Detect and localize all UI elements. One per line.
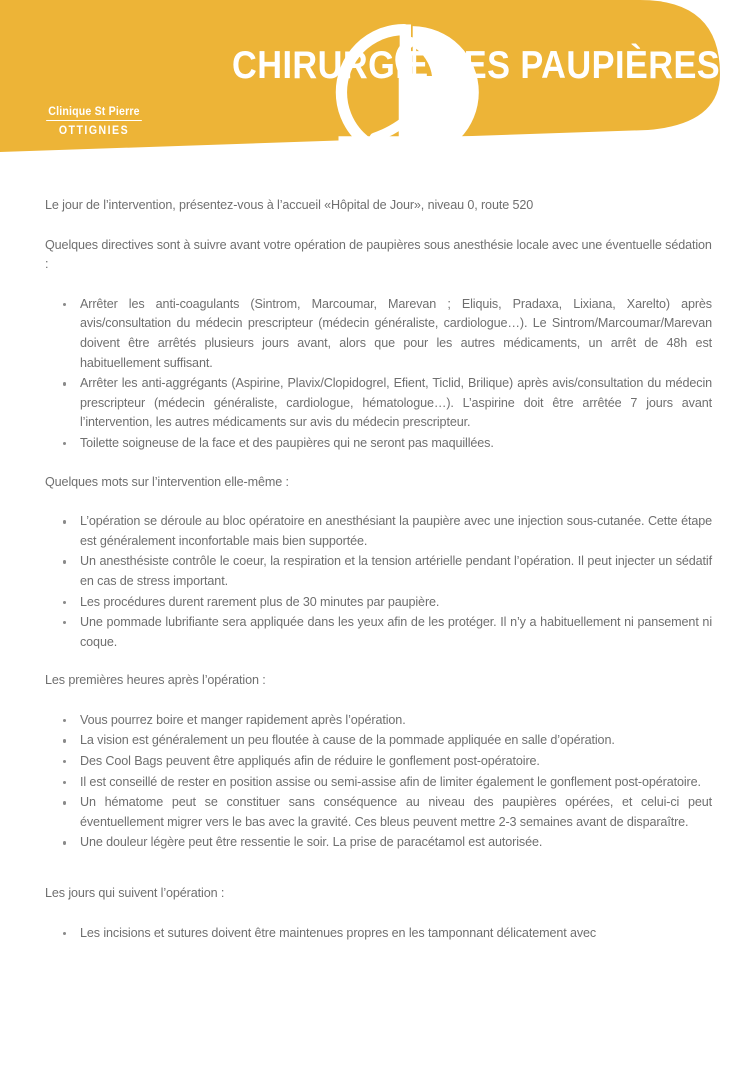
section-heading: Quelques directives sont à suivre avant votre opération de paupières sous anesthésie locale avec une éventuelle sédation : [45, 237, 712, 272]
logo-clinic-name: Clinique St Pierre [46, 106, 142, 121]
list-item-text: Arrêter les anti-coagulants (Sintrom, Marcoumar, Marevan ; Eliquis, Pradaxa, Lixiana, Xarelto) après avis/consultation du médecin prescripteur (médecin généraliste, cardiologue…). Le Sintrom/Marcoumar/Marevan doivent être arrêtés plusieurs jours avant, alors que pour les autres médicaments, un arrêt de 48h est habituellement suffisant. [80, 296, 712, 370]
list-item-text: Les procédures durent rarement plus de 30 minutes par paupière. [80, 594, 440, 609]
section-heading: Quelques mots sur l’intervention elle-même : [45, 474, 289, 489]
list-item [45, 593, 712, 613]
list-item [45, 711, 712, 731]
list-item [45, 552, 712, 591]
list-item [45, 773, 712, 793]
list-item [45, 793, 712, 832]
bullet-dot-icon [63, 382, 66, 385]
bullet-dot-icon [63, 932, 66, 935]
medical-cross-icon [41, 76, 58, 93]
document-body [45, 196, 712, 944]
list-item [45, 833, 712, 853]
bullet-dot-icon [63, 621, 66, 624]
bullet-dot-icon [63, 303, 66, 306]
section-heading: Les premières heures après l’opération : [45, 673, 266, 688]
list-item-text: L’opération se déroule au bloc opératoire en anesthésiant la paupière avec une injection sous-cutanée. Cette étape est généralement inconfortable mais bien supportée. [80, 514, 712, 548]
list-item-text: Des Cool Bags peuvent être appliqués afin de réduire le gonflement post-opératoire. [80, 754, 540, 769]
bullet-dot-icon [63, 781, 66, 784]
header-banner [0, 0, 755, 160]
bullet-dot-icon [63, 760, 66, 763]
section-heading: Les jours qui suivent l’opération : [45, 886, 225, 901]
list-item [45, 924, 712, 944]
logo-city-name: OTTIGNIES [58, 125, 130, 137]
page-title: CHIRURGIE DES PAUPIÈRES [232, 44, 721, 87]
list-item [45, 752, 712, 772]
bullet-dot-icon [63, 560, 66, 563]
bullet-dot-icon [63, 520, 66, 523]
bullet-dot-icon [63, 739, 66, 742]
bullet-dot-icon [63, 601, 66, 604]
bullet-list [45, 711, 712, 853]
bullet-dot-icon [63, 719, 66, 722]
bullet-dot-icon [63, 442, 66, 445]
bullet-list [45, 924, 712, 944]
bullet-list [45, 512, 712, 652]
intro-paragraph: Le jour de l’intervention, présentez-vous à l’accueil «Hôpital de Jour», niveau 0, route 520 [45, 198, 534, 212]
list-item [45, 512, 712, 551]
list-item-text: Un hématome peut se constituer sans conséquence au niveau des paupières opérées, et celui-ci peut éventuellement migrer vers le bas avec la gravité. Ces bleus peuvent mettre 2-3 semaines avant de disparaître. [80, 795, 712, 829]
list-item-text: Il est conseillé de rester en position assise ou semi-assise afin de limiter également le gonflement post-opératoire. [80, 774, 701, 789]
list-item-text: Les incisions et sutures doivent être maintenues propres en les tamponnant délicatement avec [80, 925, 597, 940]
bullet-list [45, 295, 712, 454]
list-item [45, 613, 712, 652]
list-item-text: Une douleur légère peut être ressentie le soir. La prise de paracétamol est autorisée. [80, 835, 543, 850]
bullet-dot-icon [63, 801, 66, 804]
list-item [45, 731, 712, 751]
list-item-text: Vous pourrez boire et manger rapidement après l’opération. [80, 712, 406, 727]
logo-block [30, 14, 158, 140]
list-item [45, 374, 712, 433]
list-item-text: Toilette soigneuse de la face et des paupières qui ne seront pas maquillées. [80, 435, 494, 450]
list-item [45, 434, 712, 454]
list-item [45, 295, 712, 373]
list-item-text: Une pommade lubrifiante sera appliquée dans les yeux afin de les protéger. Il n’y a habituellement ni pansement ni coque. [80, 615, 712, 649]
logo-wordmark [30, 106, 158, 139]
bullet-dot-icon [63, 841, 66, 844]
list-item-text: Arrêter les anti-aggrégants (Aspirine, Plavix/Clopidogrel, Efient, Ticlid, Brilique) après avis/consultation du médecin prescripteur (médecin généraliste, cardiologue, hématologue…). L’aspirine doit être arrêtée 7 jours avant l’intervention, les autres médicaments sur avis du médecin prescripteur. [80, 376, 712, 430]
list-item-text: Un anesthésiste contrôle le coeur, la respiration et la tension artérielle pendant l’opération. Il peut injecter un sédatif en cas de stress important. [80, 554, 712, 588]
list-item-text: La vision est généralement un peu floutée à cause de la pommade appliquée en salle d’opération. [80, 733, 615, 748]
